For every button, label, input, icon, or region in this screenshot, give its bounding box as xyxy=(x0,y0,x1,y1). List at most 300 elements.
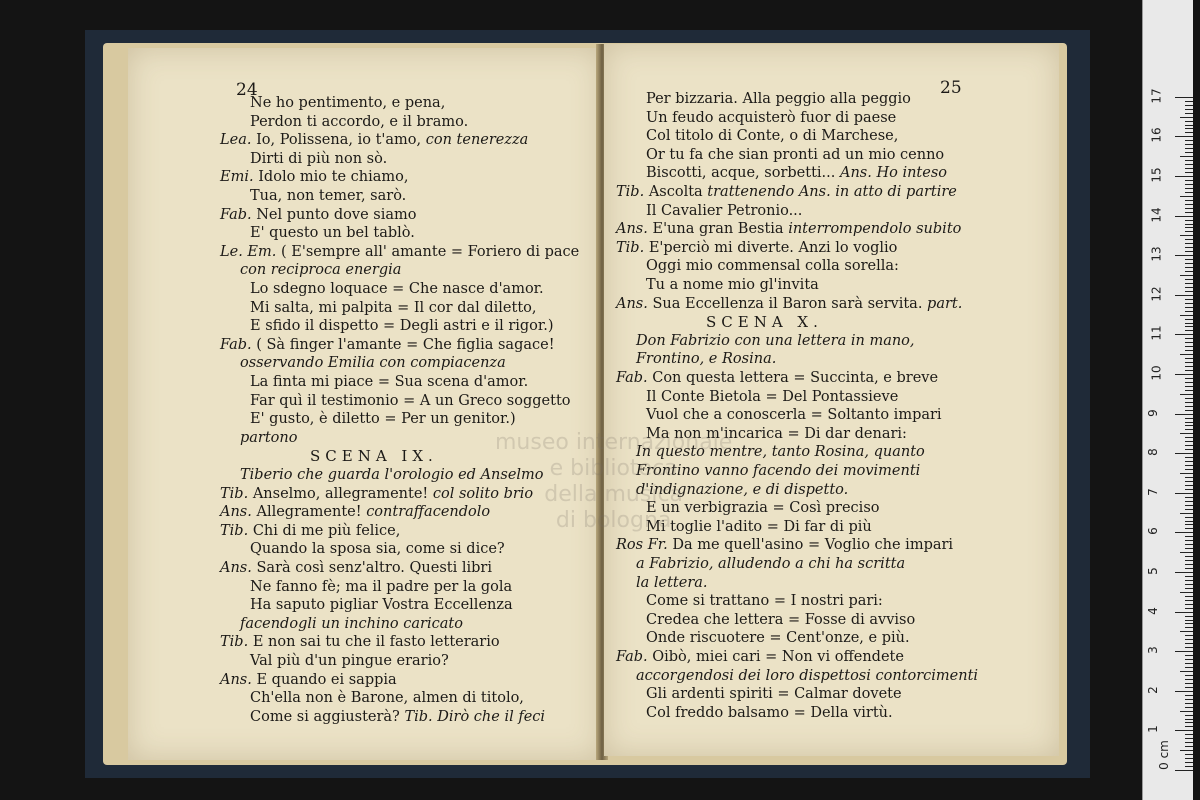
verse-text: Con questa lettera = Succinta, e breve xyxy=(652,370,939,386)
stage-direction: In questo mentre, tanto Rosina, quanto xyxy=(636,444,925,461)
speaker-label: Tib. xyxy=(220,634,249,651)
ruler-tick xyxy=(1185,224,1193,225)
left-text-line xyxy=(250,113,468,131)
ruler-tick xyxy=(1185,703,1193,704)
ruler-tick xyxy=(1185,600,1193,601)
left-text-line xyxy=(240,354,506,372)
ruler-tick xyxy=(1185,766,1193,767)
watermark-line: e biblioteca xyxy=(549,456,678,481)
stage-direction: d'indignazione, e di dispetto. xyxy=(636,481,849,498)
ruler-tick xyxy=(1185,548,1193,549)
right-text-line xyxy=(616,183,957,201)
ruler-tick xyxy=(1175,255,1193,256)
right-text-line xyxy=(646,127,898,145)
ruler-label: 9 xyxy=(1145,408,1160,417)
ruler-tick xyxy=(1185,679,1193,680)
ruler-label: 3 xyxy=(1145,646,1160,655)
verse-text: Ne ho pentimento, e pena, xyxy=(250,95,446,111)
ruler-tick xyxy=(1185,715,1193,716)
ruler-tick xyxy=(1180,394,1193,395)
ruler-tick xyxy=(1185,758,1193,759)
left-text-line xyxy=(250,280,544,298)
ruler-tick xyxy=(1180,235,1193,236)
ruler-tick xyxy=(1185,148,1193,149)
verse-text: Oggi mio commensal colla sorella: xyxy=(646,258,899,275)
verse-text: Allegramente! xyxy=(256,504,362,521)
ruler-tick xyxy=(1185,659,1193,660)
left-page-number: 24 xyxy=(236,80,258,100)
verse-text: Perdon ti accordo, e il bramo. xyxy=(250,113,469,130)
ruler-tick xyxy=(1185,596,1193,597)
measuring-ruler xyxy=(1142,0,1193,800)
ruler-tick xyxy=(1185,726,1193,727)
ruler-tick xyxy=(1185,342,1193,343)
ruler-label: 8 xyxy=(1145,448,1160,457)
verse-text: Per bizzaria. Alla peggio alla peggio xyxy=(646,91,911,107)
left-text-line xyxy=(250,410,516,428)
verse-text: Ha saputo pigliar Vostra Eccellenza xyxy=(250,597,513,614)
ruler-tick xyxy=(1185,560,1193,561)
ruler-tick xyxy=(1185,180,1193,181)
ruler-tick xyxy=(1175,295,1193,296)
ruler-tick xyxy=(1185,172,1193,173)
verse-text: Un feudo acquisterò fuor di paese xyxy=(646,109,897,126)
ruler-tick xyxy=(1180,592,1193,593)
ruler-tick xyxy=(1185,477,1193,478)
speaker-label: Le. Em. xyxy=(220,243,277,260)
right-text-line xyxy=(616,536,953,554)
ruler-tick xyxy=(1185,497,1193,498)
ruler-tick xyxy=(1185,627,1193,628)
ruler-tick xyxy=(1175,136,1193,137)
ruler-tick xyxy=(1180,196,1193,197)
ruler-label: 17 xyxy=(1149,88,1164,104)
ruler-tick xyxy=(1185,362,1193,363)
stage-direction: contraffacendolo xyxy=(366,504,491,521)
speaker-label: Tib. xyxy=(220,522,249,539)
ruler-tick xyxy=(1175,414,1193,415)
speaker-label: Tib. xyxy=(616,184,645,200)
ruler-tick xyxy=(1180,275,1193,276)
ruler-tick xyxy=(1185,279,1193,280)
left-text-line xyxy=(250,578,512,596)
left-text-line xyxy=(240,615,463,633)
verse-text: Val più d'un pingue erario? xyxy=(250,653,449,669)
speaker-label: Ans. xyxy=(616,221,648,238)
speaker-label: Ros Fr. xyxy=(616,537,668,554)
left-text-line xyxy=(220,522,400,540)
verse-text: Io, Polissena, io t'amo, xyxy=(256,132,422,149)
watermark-line: di bologna xyxy=(555,508,672,533)
ruler-tick xyxy=(1185,687,1193,688)
ruler-tick xyxy=(1185,576,1193,577)
right-text-line xyxy=(616,295,962,313)
speaker-label: Fab. xyxy=(616,649,648,665)
verse-text: E'una gran Bestia xyxy=(652,221,784,238)
ruler-tick xyxy=(1185,140,1193,141)
stage-direction: interrompendolo subito xyxy=(788,221,962,238)
stage-direction: partono xyxy=(240,429,298,446)
ruler-tick xyxy=(1185,390,1193,391)
ruler-tick xyxy=(1185,326,1193,327)
ruler-tick xyxy=(1185,330,1193,331)
speaker-label: Ans. xyxy=(220,504,252,521)
speaker-label: Tib. xyxy=(220,485,249,502)
ruler-tick xyxy=(1185,616,1193,617)
left-text-line xyxy=(220,485,533,503)
right-text-line xyxy=(636,332,915,350)
left-text-line xyxy=(220,336,555,354)
verse-text: Ne fanno fè; ma il padre per la gola xyxy=(250,578,513,595)
ruler-tick xyxy=(1180,354,1193,355)
verse-text: Far quì il testimonio = A un Greco soggetto xyxy=(250,392,571,409)
right-text-line xyxy=(646,109,896,127)
ruler-label: 7 xyxy=(1145,487,1160,496)
ruler-label: 11 xyxy=(1149,325,1164,342)
ruler-tick xyxy=(1185,536,1193,537)
ruler-tick xyxy=(1185,580,1193,581)
ruler-tick xyxy=(1185,386,1193,387)
ruler-tick xyxy=(1175,493,1193,494)
right-text-line xyxy=(646,388,898,406)
ruler-tick xyxy=(1185,509,1193,510)
ruler-tick xyxy=(1180,750,1193,751)
ruler-tick xyxy=(1185,398,1193,399)
verse-text: Come si aggiusterà? xyxy=(250,708,400,725)
stage-direction: con tenerezza xyxy=(425,132,529,149)
ruler-tick xyxy=(1185,263,1193,264)
speaker-label: Fab. xyxy=(616,370,648,386)
verse-text: Il Cavalier Petronio... xyxy=(646,202,803,219)
ruler-tick xyxy=(1185,754,1193,755)
ruler-tick xyxy=(1175,691,1193,692)
ruler-tick xyxy=(1175,730,1193,731)
ruler-tick xyxy=(1185,109,1193,110)
right-page xyxy=(604,44,1059,756)
stage-direction: Frontino vanno facendo dei movimenti xyxy=(636,463,921,479)
speaker-label: Lea. xyxy=(220,132,252,149)
ruler-tick xyxy=(1185,524,1193,525)
ruler-tick xyxy=(1185,489,1193,490)
verse-text: Nel punto dove siamo xyxy=(256,206,417,223)
right-text-line xyxy=(616,239,897,257)
ruler-tick xyxy=(1185,101,1193,102)
speaker-label: Ans. xyxy=(220,560,252,576)
ruler-tick xyxy=(1185,762,1193,763)
ruler-tick xyxy=(1185,128,1193,129)
ruler-tick xyxy=(1185,556,1193,557)
ruler-tick xyxy=(1185,445,1193,446)
verse-text: E quando ei sappia xyxy=(256,671,397,688)
ruler-tick xyxy=(1185,406,1193,407)
right-text-line xyxy=(636,555,905,573)
ruler-tick xyxy=(1185,481,1193,482)
left-text-line xyxy=(250,299,537,317)
ruler-tick xyxy=(1185,307,1193,308)
verse-text: E sfido il dispetto = Degli astri e il rigor.) xyxy=(250,318,554,335)
ruler-tick xyxy=(1185,121,1193,122)
ruler-tick xyxy=(1185,192,1193,193)
ruler-tick xyxy=(1185,125,1193,126)
ruler-tick xyxy=(1180,711,1193,712)
verse-text: E un verbigrazia = Così preciso xyxy=(646,500,880,517)
right-text-line xyxy=(646,276,819,294)
ruler-tick xyxy=(1180,433,1193,434)
ruler-tick xyxy=(1185,465,1193,466)
right-text-line xyxy=(646,704,893,722)
ruler-tick xyxy=(1185,243,1193,244)
left-text-line xyxy=(220,503,490,521)
left-text-line xyxy=(250,652,449,670)
left-text-line xyxy=(220,559,492,577)
ruler-tick xyxy=(1185,323,1193,324)
ruler-tick xyxy=(1185,350,1193,351)
ruler-tick xyxy=(1185,212,1193,213)
verse-text: Lo sdegno loquace = Che nasce d'amor. xyxy=(250,281,544,297)
ruler-label: 16 xyxy=(1149,127,1164,144)
ruler-tick xyxy=(1185,663,1193,664)
ruler-label: 10 xyxy=(1149,365,1164,381)
right-text-line xyxy=(646,685,902,703)
ruler-tick xyxy=(1185,204,1193,205)
ruler-tick xyxy=(1180,552,1193,553)
verse-text: Credea che lettera = Fosse di avviso xyxy=(646,611,916,628)
ruler-tick xyxy=(1185,635,1193,636)
stage-direction: la lettera. xyxy=(636,574,708,591)
ruler-tick xyxy=(1185,338,1193,339)
ruler-tick xyxy=(1185,544,1193,545)
ruler-tick xyxy=(1185,164,1193,165)
ruler-tick xyxy=(1175,770,1193,771)
ruler-tick xyxy=(1185,742,1193,743)
ruler-tick xyxy=(1180,513,1193,514)
ruler-tick xyxy=(1185,449,1193,450)
ruler-tick xyxy=(1185,425,1193,426)
ruler-tick xyxy=(1185,734,1193,735)
right-text-line xyxy=(636,667,978,685)
ruler-tick xyxy=(1185,303,1193,304)
left-text-line xyxy=(220,131,528,149)
ruler-tick xyxy=(1185,437,1193,438)
ruler-tick xyxy=(1180,671,1193,672)
ruler-tick xyxy=(1185,501,1193,502)
ruler-tick xyxy=(1185,441,1193,442)
stage-direction: a Fabrizio, alludendo a chi ha scritta xyxy=(636,556,906,572)
right-text-line xyxy=(636,350,776,368)
ruler-tick xyxy=(1185,105,1193,106)
right-text-line xyxy=(706,313,823,332)
ruler-tick xyxy=(1175,334,1193,335)
right-text-line xyxy=(616,648,904,666)
ruler-label: 2 xyxy=(1145,685,1160,694)
ruler-tick xyxy=(1185,247,1193,248)
ruler-tick xyxy=(1185,461,1193,462)
left-text-line xyxy=(240,429,297,447)
right-text-line xyxy=(616,369,938,387)
stage-direction: part. xyxy=(927,295,963,312)
right-text-line xyxy=(646,592,883,610)
ruler-tick xyxy=(1185,144,1193,145)
ruler-label: 4 xyxy=(1145,606,1160,615)
ruler-tick xyxy=(1185,588,1193,589)
ruler-tick xyxy=(1185,358,1193,359)
right-text-line xyxy=(646,90,911,108)
ruler-tick xyxy=(1185,311,1193,312)
left-text-line xyxy=(310,447,438,466)
verse-text: E non sai tu che il fasto letterario xyxy=(252,634,500,651)
ruler-label: 14 xyxy=(1149,206,1164,223)
ruler-tick xyxy=(1185,584,1193,585)
ruler-tick xyxy=(1185,564,1193,565)
verse-text: La finta mi piace = Sua scena d'amor. xyxy=(250,374,529,390)
scene-heading: SCENA IX. xyxy=(310,447,438,466)
verse-text: Idolo mio te chiamo, xyxy=(258,169,409,186)
ruler-tick xyxy=(1175,651,1193,652)
ruler-tick xyxy=(1175,612,1193,613)
right-text-line xyxy=(616,220,961,238)
ruler-tick xyxy=(1185,227,1193,228)
right-text-line xyxy=(646,406,942,424)
ruler-tick xyxy=(1185,722,1193,723)
ruler-tick xyxy=(1180,315,1193,316)
ruler-tick xyxy=(1185,267,1193,268)
ruler-tick xyxy=(1185,152,1193,153)
verse-text: Come si trattano = I nostri pari: xyxy=(646,593,883,610)
ruler-tick xyxy=(1185,655,1193,656)
ruler-tick xyxy=(1185,695,1193,696)
ruler-tick xyxy=(1185,220,1193,221)
ruler-tick xyxy=(1185,382,1193,383)
ruler-tick xyxy=(1185,208,1193,209)
speaker-label: Fab. xyxy=(220,206,252,223)
verse-text: Ascolta xyxy=(648,184,703,200)
ruler-tick xyxy=(1185,184,1193,185)
ruler-tick xyxy=(1185,346,1193,347)
verse-text: Ma non m'incarica = Di dar denari: xyxy=(646,425,907,442)
ruler-tick xyxy=(1185,505,1193,506)
ruler-tick xyxy=(1185,283,1193,284)
ruler-tick xyxy=(1185,299,1193,300)
verse-text: Sua Eccellenza il Baron sarà servita. xyxy=(652,295,923,312)
left-text-line xyxy=(240,261,401,279)
verse-text: Anselmo, allegramente! xyxy=(252,485,429,502)
verse-text: Mi toglie l'adito = Di far di più xyxy=(646,518,872,535)
verse-text: E' gusto, è diletto = Per un genitor.) xyxy=(250,411,516,428)
speaker-label: Ans. xyxy=(220,671,252,688)
ruler-tick xyxy=(1185,517,1193,518)
ruler-tick xyxy=(1185,647,1193,648)
verse-text: E'perciò mi diverte. Anzi lo voglio xyxy=(648,239,898,256)
watermark-line: della musica xyxy=(544,482,684,507)
verse-text: Dirti di più non sò. xyxy=(250,150,388,167)
ruler-label: 6 xyxy=(1145,527,1160,536)
ruler-tick xyxy=(1185,568,1193,569)
stage-direction: facendogli un inchino caricato xyxy=(240,615,463,632)
ruler-tick xyxy=(1185,604,1193,605)
verse-text: Col freddo balsamo = Della virtù. xyxy=(646,704,893,721)
ruler-tick xyxy=(1185,251,1193,252)
inline-speaker-text: Ans. Ho inteso xyxy=(839,165,947,182)
stage-direction: con reciproca energia xyxy=(240,262,402,279)
ruler-label: 1 xyxy=(1145,725,1160,734)
ruler-tick xyxy=(1185,410,1193,411)
left-text-line xyxy=(250,150,387,168)
stage-direction: Frontino, e Rosina. xyxy=(636,351,777,368)
speaker-label: Fab. xyxy=(220,336,252,353)
verse-text: Sarà così senz'altro. Questi libri xyxy=(256,560,492,576)
right-text-line xyxy=(646,164,947,182)
left-text-line xyxy=(250,373,528,391)
right-text-line xyxy=(646,611,915,629)
ruler-tick xyxy=(1185,160,1193,161)
stage-direction: accorgendosi dei loro dispettosi contorcimenti xyxy=(636,667,979,684)
verse-text: Tu a nome mio gl'invita xyxy=(646,277,819,293)
ruler-tick xyxy=(1180,473,1193,474)
verse-text: Gli ardenti spiriti = Calmar dovete xyxy=(646,686,902,703)
ruler-tick xyxy=(1185,319,1193,320)
ruler-tick xyxy=(1185,418,1193,419)
right-text-line xyxy=(636,574,708,592)
left-text-line xyxy=(250,187,406,205)
verse-text: Tua, non temer, sarò. xyxy=(250,188,407,204)
ruler-tick xyxy=(1185,457,1193,458)
ruler-tick xyxy=(1185,643,1193,644)
ruler-tick xyxy=(1180,631,1193,632)
ruler-tick xyxy=(1185,485,1193,486)
ruler-tick xyxy=(1185,719,1193,720)
ruler-tick xyxy=(1175,216,1193,217)
stage-direction: Tiberio che guarda l'orologio ed Anselmo xyxy=(240,467,544,483)
verse-text: Ch'ella non è Barone, almen di titolo, xyxy=(250,690,524,707)
verse-text: E' questo un bel tablò. xyxy=(250,225,415,242)
ruler-tick xyxy=(1185,639,1193,640)
ruler-tick xyxy=(1185,699,1193,700)
speaker-label: Ans. xyxy=(616,295,648,312)
ruler-tick xyxy=(1185,620,1193,621)
right-text-line xyxy=(646,257,899,275)
ruler-tick xyxy=(1185,675,1193,676)
verse-text: ( Sà finger l'amante = Che figlia sagace! xyxy=(256,336,555,353)
ruler-tick xyxy=(1175,374,1193,375)
verse-text: Mi salta, mi palpita = Il cor dal diletto, xyxy=(250,299,537,316)
left-page xyxy=(128,48,602,760)
ruler-tick xyxy=(1185,429,1193,430)
ruler-tick xyxy=(1185,259,1193,260)
left-text-line xyxy=(250,392,571,410)
ruler-tick xyxy=(1185,422,1193,423)
verse-text: Or tu fa che sian pronti ad un mio cenno xyxy=(646,146,945,163)
ruler-tick xyxy=(1175,453,1193,454)
verse-text: ( E'sempre all' amante = Foriero di pace xyxy=(280,243,580,260)
left-text-line xyxy=(250,540,505,558)
verse-text: Col titolo di Conte, o di Marchese, xyxy=(646,128,899,145)
left-text-line xyxy=(250,596,513,614)
ruler-tick xyxy=(1185,168,1193,169)
verse-text: Onde riscuotere = Cent'onze, e più. xyxy=(646,630,910,647)
ruler-label: 5 xyxy=(1145,567,1160,575)
left-text-line xyxy=(220,633,500,651)
left-text-line xyxy=(220,206,416,224)
ruler-tick xyxy=(1185,366,1193,367)
scene-heading: SCENA X. xyxy=(706,313,823,332)
ruler-tick xyxy=(1185,231,1193,232)
inline-speaker-text: Tib. Dirò che il feci xyxy=(404,708,546,725)
verse-text: Quando la sposa sia, come si dice? xyxy=(250,541,505,558)
left-text-line xyxy=(250,689,524,707)
ruler-tick xyxy=(1185,113,1193,114)
left-text-line xyxy=(220,243,579,261)
ruler-tick xyxy=(1185,667,1193,668)
